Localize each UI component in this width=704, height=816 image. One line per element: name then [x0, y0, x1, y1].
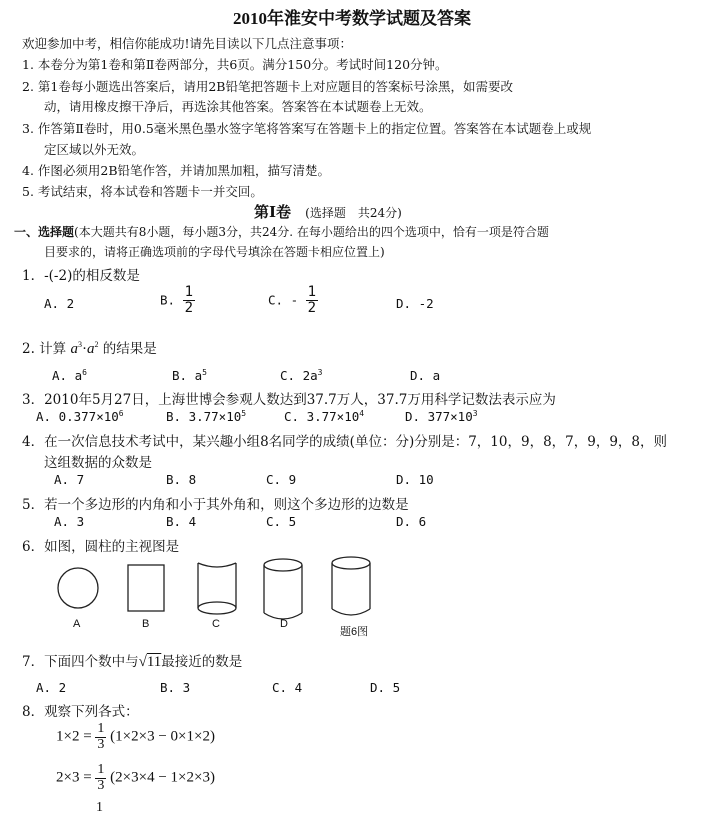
q7-option-b: B. 3 — [160, 680, 191, 695]
note-4: 4. 作图必须用2B铅笔作答，并请加黑加粗，描写清楚。 — [22, 163, 331, 178]
part1-desc-1: (本大题共有8小题，每小题3分，共24分. 在每小题给出的四个选项中，恰有一项是符合题 — [74, 225, 549, 239]
figure-c-cylinder — [198, 563, 236, 614]
part1-header — [14, 223, 549, 240]
q1-option-a: A. 2 — [44, 296, 75, 311]
q7-option-a: A. 2 — [36, 680, 67, 695]
q3-option-c: C. $3.77\times 10^4$ — [284, 409, 365, 425]
q7-option-c: C. 4 — [272, 680, 303, 695]
q2-stem-post: 的结果是 — [102, 341, 157, 357]
q5-option-d: D. 6 — [396, 514, 427, 529]
q1-option-c — [268, 285, 318, 315]
q2-expression: $a^3\cdot a^2$ — [70, 340, 99, 357]
part1-desc-2: 目要求的，请将正确选项前的字母代号填涂在答题卡相应位置上) — [44, 245, 385, 259]
q8-stem: 8．观察下列各式： — [22, 704, 139, 720]
q1-b-num: 1 — [184, 284, 194, 300]
q4-option-b: B. 8 — [166, 472, 197, 487]
q7-option-d: D. 5 — [370, 680, 401, 695]
sqrt-radicand: 11 — [146, 654, 162, 670]
q5-option-c: C. 5 — [266, 514, 297, 529]
q5-stem: 5．若一个多边形的内角和小于其外角和，则这个多边形的边数是 — [22, 497, 409, 513]
q1-b-den: 2 — [184, 299, 194, 316]
q5-option-a: A. 3 — [54, 514, 85, 529]
q1-c-fraction — [306, 285, 318, 315]
q1-stem: 1．-(-2)的相反数是 — [22, 268, 140, 284]
q8-equation-1: 1×2 = $\frac{1}{3}$ (1×2×3 − 0×1×2) — [56, 721, 215, 752]
q4-option-a: A. 7 — [54, 472, 85, 487]
q3-option-d: D. $377\times 10^3$ — [405, 409, 478, 425]
eq1-fraction: $\frac{1}{3}$ — [97, 721, 105, 752]
note-2: 2. 第1卷每小题选出答案后，请用2B铅笔把答题卡上对应题目的答案标号涂黑，如需要改 — [22, 79, 513, 94]
note-1: 1. 本卷分为第1卷和第Ⅱ卷两部分，共6页。满分150分。考试时间120分钟。 — [22, 57, 448, 72]
eq2-fraction: $\frac{1}{3}$ — [97, 762, 105, 793]
q3-option-b: B. $3.77\times 10^5$ — [166, 409, 247, 425]
q1-c-den: 2 — [307, 299, 317, 316]
sqrt-expression: √11 — [138, 654, 162, 670]
q2-option-d: D. a — [410, 368, 441, 383]
page-title: 2010年淮安中考数学试题及答案 — [233, 9, 471, 28]
figure-label-c: C — [212, 618, 220, 630]
section-title: 第Ⅰ卷 — [254, 203, 292, 221]
figure-label-a: A — [73, 618, 81, 630]
q7-stem — [22, 650, 242, 671]
figure-reference-cylinder — [332, 557, 370, 615]
q7-stem-pre: 7．下面四个数中与 — [22, 654, 139, 670]
q3-stem: 3．2010年5月27日，上海世博会参观人数达到37.7万人，37.7万用科学记数法表示应为 — [22, 392, 556, 408]
q2-stem — [22, 337, 157, 358]
q2-option-b: B. $a^5$ — [172, 368, 207, 384]
q1-c-num: 1 — [307, 284, 317, 300]
figure-label-d: D — [280, 618, 288, 630]
q8-equation-3-partial: 1 — [96, 800, 103, 815]
q1-option-d: D. -2 — [396, 296, 434, 311]
note-5: 5. 考试结束，将本试卷和答题卡一并交回。 — [22, 184, 263, 199]
part1-head: 一、选择题 — [14, 225, 75, 239]
q1-c-prefix: C. - — [268, 292, 299, 308]
q7-stem-post: 最接近的数是 — [161, 654, 243, 670]
q5-option-b: B. 4 — [166, 514, 197, 529]
q1-option-b — [160, 285, 195, 315]
q2-stem-pre: 2. 计算 — [22, 341, 67, 357]
q6-stem: 6．如图，圆柱的主视图是 — [22, 539, 180, 555]
figure-a-circle — [58, 568, 98, 608]
q1-b-fraction — [183, 285, 195, 315]
figure-caption: 题6图 — [340, 626, 369, 638]
section-subtitle: (选择题 共24分) — [305, 206, 402, 220]
note-3-cont: 定区域以外无效。 — [44, 142, 145, 157]
q2-option-a: A. $a^6$ — [52, 368, 87, 384]
q3-option-a: A. $0.377\times 10^6$ — [36, 409, 124, 425]
note-2-cont: 动，请用橡皮擦干净后，再选涂其他答案。答案答在本试题卷上无效。 — [44, 99, 432, 114]
note-3: 3. 作答第Ⅱ卷时，用0.5毫米黑色墨水签字笔将答案写在答题卡上的指定位置。答案答在本试题卷上或规 — [22, 121, 592, 136]
q8-equation-2: 2×3 = $\frac{1}{3}$ (2×3×4 − 1×2×3) — [56, 762, 215, 793]
intro-text: 欢迎参加中考，相信你能成功!请先目读以下几点注意事项： — [22, 36, 353, 51]
q4-stem-cont: 这组数据的众数是 — [44, 455, 152, 471]
figure-d-cylinder — [264, 559, 302, 619]
section-header — [254, 201, 402, 222]
q4-option-d: D. 10 — [396, 472, 434, 487]
q2-option-c: C. $2a^3$ — [280, 368, 323, 384]
q4-stem: 4．在一次信息技术考试中，某兴趣小组8名同学的成绩(单位：分)分别是：7，10，9，8，7，9，9，8，则 — [22, 434, 668, 450]
q1-b-prefix: B. — [160, 292, 176, 308]
figure-b-square — [128, 565, 164, 611]
figure-label-b: B — [142, 618, 150, 630]
q4-option-c: C. 9 — [266, 472, 297, 487]
